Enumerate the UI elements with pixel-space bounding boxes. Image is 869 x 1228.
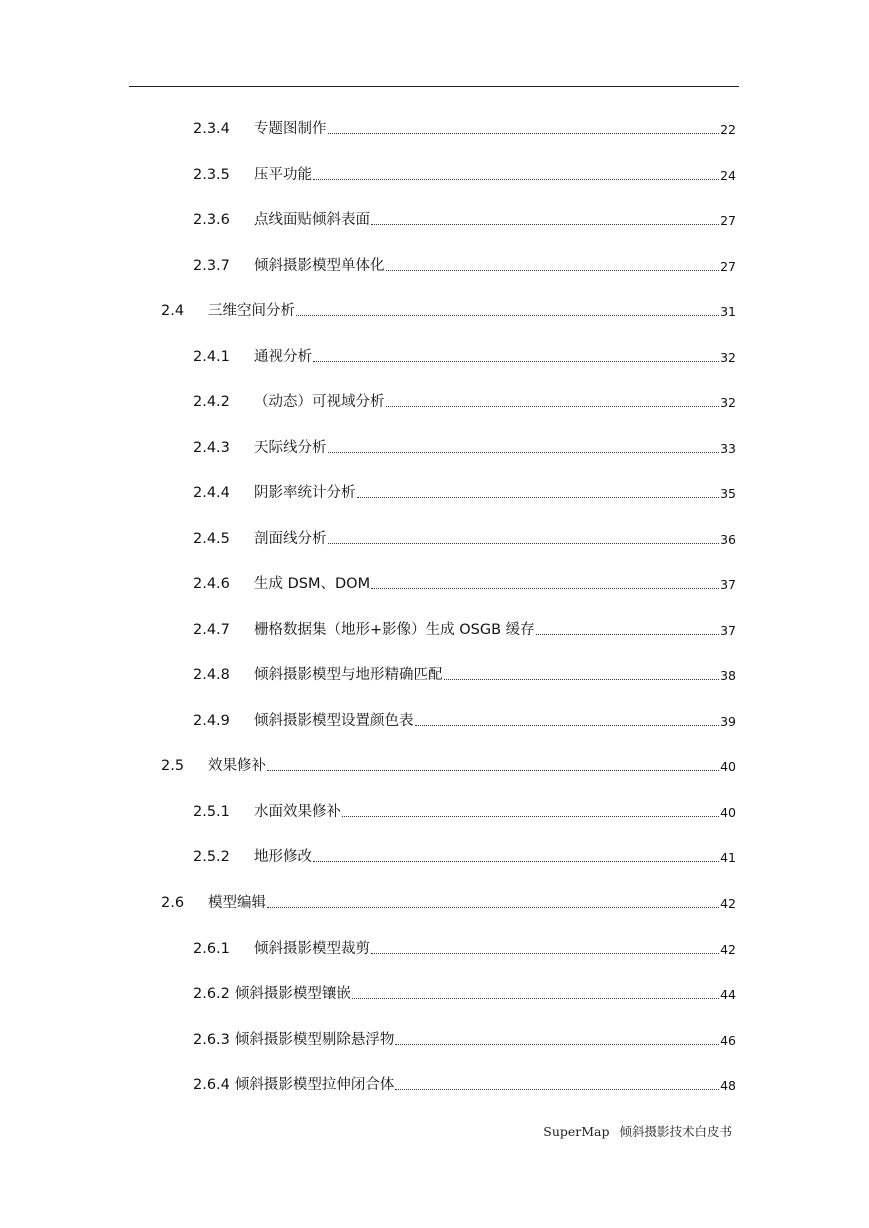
page-footer xyxy=(543,1122,732,1140)
dot-leader xyxy=(415,725,720,726)
dot-leader xyxy=(444,679,720,680)
dot-leader xyxy=(386,270,720,271)
dot-leader xyxy=(342,816,719,817)
dot-leader xyxy=(267,907,719,908)
dot-leader xyxy=(328,452,720,453)
toc-entry-title: 倾斜摄影模型镶嵌 xyxy=(234,986,351,1002)
toc-entry-2-5-2[interactable] xyxy=(193,845,736,867)
toc-entry-2-6-1[interactable] xyxy=(193,937,736,959)
toc-entry-number: 2.4.1 xyxy=(193,349,230,365)
toc-entry-2-3-4[interactable] xyxy=(193,117,736,139)
toc-entry-page: 24 xyxy=(720,168,736,183)
toc-entry-title: 点线面贴倾斜表面 xyxy=(254,212,370,228)
toc-entry-page: 40 xyxy=(720,805,736,820)
toc-entry-2-6-3[interactable] xyxy=(193,1028,736,1050)
toc-entry-page: 35 xyxy=(720,486,736,501)
toc-entry-2-4-6[interactable] xyxy=(193,572,736,594)
toc-entry-page: 39 xyxy=(720,714,736,729)
toc-entry-page: 37 xyxy=(720,623,736,638)
toc-entry-number: 2.4.9 xyxy=(193,713,230,729)
toc-entry-page: 36 xyxy=(720,532,736,547)
toc-entry-2-4-4[interactable] xyxy=(193,481,736,503)
toc-entry-number: 2.4.8 xyxy=(193,667,230,683)
dot-leader xyxy=(328,543,720,544)
toc-entry-number: 2.3.5 xyxy=(193,167,230,183)
toc-entry-page: 31 xyxy=(720,304,736,319)
toc-entry-number: 2.3.6 xyxy=(193,212,230,228)
toc-entry-2-4-5[interactable] xyxy=(193,527,736,549)
toc-entry-number: 2.4.2 xyxy=(193,394,230,410)
toc-entry-2-5-1[interactable] xyxy=(193,800,736,822)
toc-entry-number: 2.6.4 xyxy=(193,1077,230,1093)
toc-entry-title: 倾斜摄影模型拉伸闭合体 xyxy=(234,1077,395,1093)
dot-leader xyxy=(313,361,719,362)
footer-brand: SuperMap xyxy=(543,1124,610,1139)
toc-entry-title: 通视分析 xyxy=(254,349,312,365)
toc-entry-number: 2.5.1 xyxy=(193,804,230,820)
toc-entry-2-6-2[interactable] xyxy=(193,982,736,1004)
toc-entry-title: 效果修补 xyxy=(208,758,266,774)
toc-entry-page: 32 xyxy=(720,350,736,365)
toc-entry-title: 压平功能 xyxy=(254,167,312,183)
toc-entry-number: 2.4.6 xyxy=(193,576,230,592)
toc-entry-page: 37 xyxy=(720,577,736,592)
dot-leader xyxy=(395,1044,719,1045)
toc-entry-2-3-7[interactable] xyxy=(193,254,736,276)
toc-entry-number: 2.3.4 xyxy=(193,121,230,137)
toc-entry-title: 倾斜摄影模型剔除悬浮物 xyxy=(234,1032,395,1048)
toc-entry-page: 46 xyxy=(720,1033,736,1048)
toc-entry-2-4-1[interactable] xyxy=(193,345,736,367)
toc-entry-2-4-2[interactable] xyxy=(193,390,736,412)
toc-entry-title: 剖面线分析 xyxy=(254,531,327,547)
dot-leader xyxy=(371,588,719,589)
dot-leader xyxy=(386,406,720,407)
toc-entry-page: 27 xyxy=(720,259,736,274)
toc-entry-title: 天际线分析 xyxy=(254,440,327,456)
toc-entry-2-4-8[interactable] xyxy=(193,663,736,685)
dot-leader xyxy=(267,770,719,771)
toc-entry-title: 三维空间分析 xyxy=(208,303,295,319)
toc-entry-page: 32 xyxy=(720,395,736,410)
toc-entry-page: 38 xyxy=(720,668,736,683)
toc-entry-number: 2.6.2 xyxy=(193,986,230,1002)
toc-entry-title: 地形修改 xyxy=(254,849,312,865)
toc-entry-page: 33 xyxy=(720,441,736,456)
toc-entry-page: 27 xyxy=(720,213,736,228)
dot-leader xyxy=(296,315,719,316)
toc-entry-page: 42 xyxy=(720,942,736,957)
dot-leader xyxy=(313,861,719,862)
toc-entry-number: 2.5.2 xyxy=(193,849,230,865)
toc-entry-page: 44 xyxy=(720,987,736,1002)
toc-entry-number: 2.3.7 xyxy=(193,258,230,274)
toc-entry-page: 40 xyxy=(720,759,736,774)
dot-leader xyxy=(536,634,719,635)
toc-entry-title: 倾斜摄影模型设置颜色表 xyxy=(254,713,414,729)
toc-entry-title: 阴影率统计分析 xyxy=(254,485,356,501)
toc-entry-page: 42 xyxy=(720,896,736,911)
toc-entry-number: 2.4.3 xyxy=(193,440,230,456)
toc-entry-2-4[interactable] xyxy=(161,299,736,321)
toc-entry-number: 2.4.4 xyxy=(193,485,230,501)
toc-entry-2-4-9[interactable] xyxy=(193,709,736,731)
toc-entry-number: 2.4 xyxy=(161,303,185,319)
footer-title: 倾斜摄影技术白皮书 xyxy=(619,1124,732,1139)
toc-entry-page: 22 xyxy=(720,122,736,137)
toc-entry-page: 41 xyxy=(720,850,736,865)
toc-entry-title: 栅格数据集（地形+影像）生成 OSGB 缓存 xyxy=(254,622,535,638)
toc-entry-2-4-3[interactable] xyxy=(193,436,736,458)
toc-entry-number: 2.6.3 xyxy=(193,1032,230,1048)
toc-entry-number: 2.5 xyxy=(161,758,185,774)
toc-entry-number: 2.6.1 xyxy=(193,941,230,957)
toc-entry-2-4-7[interactable] xyxy=(193,618,736,640)
dot-leader xyxy=(371,953,719,954)
dot-leader xyxy=(371,224,719,225)
toc-entry-2-3-6[interactable] xyxy=(193,208,736,230)
toc-entry-title: 模型编辑 xyxy=(208,895,266,911)
toc-entry-number: 2.4.5 xyxy=(193,531,230,547)
toc-entry-title: 倾斜摄影模型与地形精确匹配 xyxy=(254,667,443,683)
dot-leader xyxy=(328,133,720,134)
dot-leader xyxy=(313,179,719,180)
toc-entry-title: 水面效果修补 xyxy=(254,804,341,820)
toc-entry-title: 专题图制作 xyxy=(254,121,327,137)
dot-leader xyxy=(395,1089,719,1090)
dot-leader xyxy=(357,497,720,498)
toc-entry-2-5[interactable] xyxy=(161,754,736,776)
toc-entry-2-3-5[interactable] xyxy=(193,163,736,185)
toc-entry-2-6-4[interactable] xyxy=(193,1073,736,1095)
toc-entry-title: 倾斜摄影模型裁剪 xyxy=(254,941,370,957)
toc-entry-page: 48 xyxy=(720,1078,736,1093)
toc-entry-title: 倾斜摄影模型单体化 xyxy=(254,258,385,274)
toc-entry-number: 2.4.7 xyxy=(193,622,230,638)
dot-leader xyxy=(352,998,719,999)
toc-entry-2-6[interactable] xyxy=(161,891,736,913)
toc-entry-number: 2.6 xyxy=(161,895,185,911)
toc-entry-title: 生成 DSM、DOM xyxy=(254,576,371,592)
toc-entry-title: （动态）可视域分析 xyxy=(254,394,385,410)
